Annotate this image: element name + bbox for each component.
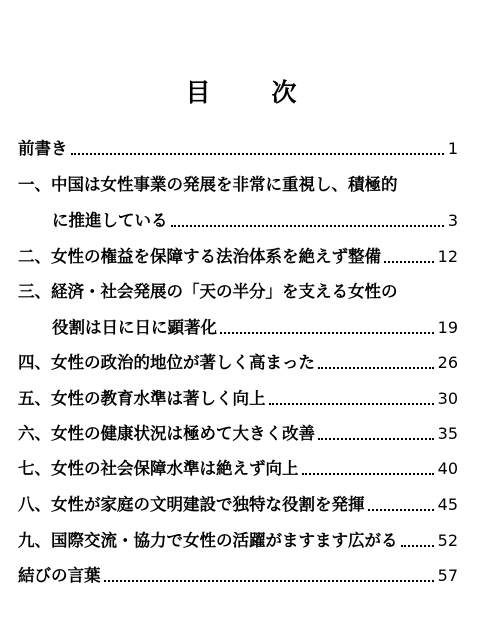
toc-page-number: 3 [447, 211, 458, 230]
toc-page-number: 35 [437, 424, 458, 443]
dot-leader [401, 544, 434, 547]
toc-entry-line2 [18, 317, 458, 339]
dot-leader [171, 224, 444, 227]
dot-leader [318, 437, 434, 440]
toc-entry-text: 六、女性の健康状況は極めて大きく改善 [18, 424, 315, 443]
toc-page-number: 1 [447, 139, 458, 158]
toc-entry-section-1[interactable] [18, 174, 458, 232]
toc-page-number: 45 [437, 495, 458, 514]
toc-entry-section-5[interactable] [18, 388, 458, 410]
dot-leader [384, 260, 434, 263]
toc-entry-section-7[interactable] [18, 458, 458, 480]
toc-page-number: 52 [437, 531, 458, 550]
toc-page-number: 26 [437, 353, 458, 372]
toc-entry-text: 九、国際交流・協力で女性の活躍がますます広がる [18, 531, 398, 550]
toc-page-number: 12 [437, 247, 458, 266]
dot-leader [104, 579, 434, 582]
toc-entry-section-2[interactable] [18, 246, 458, 268]
toc-entry-text: 前書き [18, 139, 68, 158]
toc-page-number: 30 [437, 389, 458, 408]
dot-leader [368, 508, 434, 511]
toc-entry-text: 結びの言葉 [18, 566, 101, 585]
toc-entry-line2 [18, 210, 458, 232]
toc-entry-text: 二、女性の権益を保障する法治体系を絶えず整備 [18, 247, 381, 266]
toc-entry-text: 七、女性の社会保障水準は絶えず向上 [18, 459, 299, 478]
dot-leader [302, 472, 434, 475]
toc-entry-text: に推進している [52, 211, 168, 230]
toc-entry-text: 八、女性が家庭の文明建設で独特な役割を発揮 [18, 495, 365, 514]
toc-page-number: 40 [437, 459, 458, 478]
toc-entry-section-8[interactable] [18, 494, 458, 516]
toc-page-number: 19 [437, 318, 458, 337]
toc-entry-text-line1: 三、経済・社会発展の「天の半分」を支える女性の [18, 282, 398, 301]
toc-entry-text: 五、女性の教育水準は著しく向上 [18, 389, 266, 408]
dot-leader [269, 402, 434, 405]
toc-entry-section-9[interactable] [18, 530, 458, 552]
dot-leader [318, 366, 434, 369]
toc-entry-section-4[interactable] [18, 352, 458, 374]
toc-entry-section-6[interactable] [18, 423, 458, 445]
toc-title: 目 次 [185, 78, 315, 107]
toc-entry-conclusion[interactable] [18, 565, 458, 587]
toc-entry-text: 役割は日に日に顕著化 [52, 318, 217, 337]
toc-page-number: 57 [437, 566, 458, 585]
toc-entry-text: 四、女性の政治的地位が著しく高まった [18, 353, 315, 372]
dot-leader [220, 331, 434, 334]
dot-leader [71, 152, 444, 155]
toc-entry-section-3[interactable] [18, 281, 458, 339]
toc-entry-text-line1: 一、中国は女性事業の発展を非常に重視し、積極的 [18, 175, 398, 194]
toc-entry-preface[interactable] [18, 138, 458, 160]
